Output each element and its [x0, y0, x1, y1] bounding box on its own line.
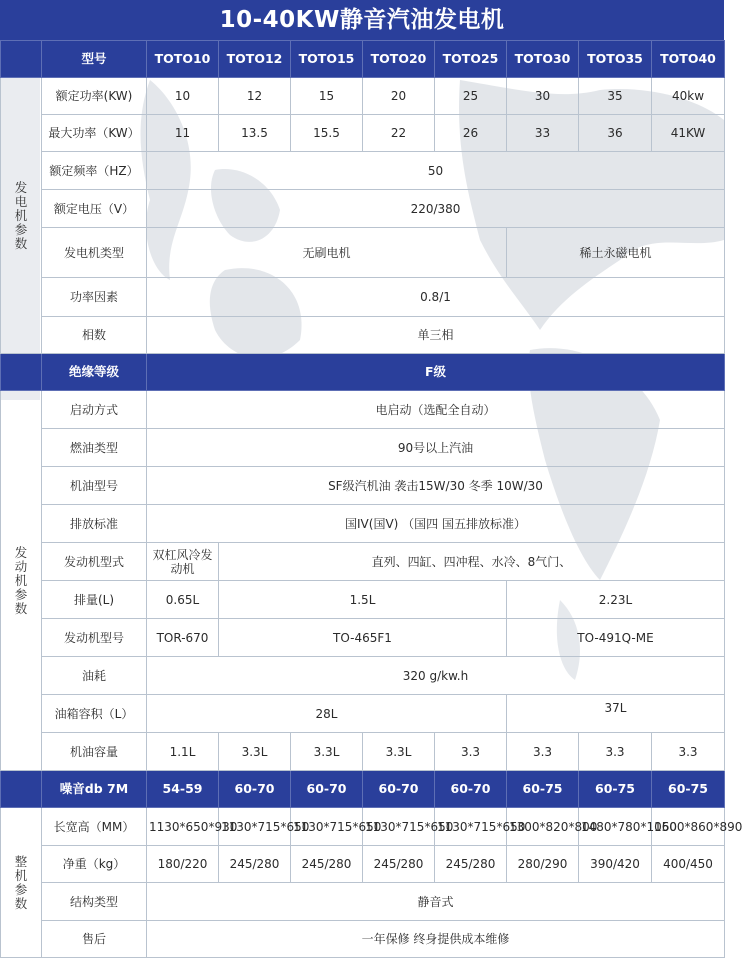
- cell-value: 1130*650*930: [147, 808, 219, 846]
- cell-value: 320 g/kw.h: [147, 657, 725, 695]
- cell-value: 245/280: [435, 846, 507, 883]
- cell-value: 13.5: [219, 115, 291, 152]
- cell-value: 245/280: [291, 846, 363, 883]
- cell-value: 60-75: [507, 771, 579, 808]
- cell-value: 54-59: [147, 771, 219, 808]
- insulation-row: [1, 354, 725, 391]
- cell-value: 28L: [147, 695, 507, 733]
- model-header-label: 型号: [42, 41, 147, 78]
- cell-value: 国IV(国V) （国四 国五排放标准）: [147, 505, 725, 543]
- cell-value: 30: [507, 78, 579, 115]
- cell-value: 400/450: [652, 846, 725, 883]
- cell-value: 3.3L: [363, 733, 435, 771]
- cell-value: 245/280: [363, 846, 435, 883]
- row-label: 额定电压（V）: [42, 190, 147, 228]
- cell-value: 20: [363, 78, 435, 115]
- cell-value: TO-491Q-ME: [507, 619, 725, 657]
- row-label: 相数: [42, 317, 147, 354]
- cell-value: 1130*715*650: [219, 808, 291, 846]
- table-row: [1, 883, 725, 921]
- cell-value: 3.3: [435, 733, 507, 771]
- model-header-row: [1, 41, 725, 78]
- cell-value: 0.65L: [147, 581, 219, 619]
- cell-value: TOR-670: [147, 619, 219, 657]
- cell-value: 60-70: [435, 771, 507, 808]
- cell-value: SF级汽机油 袭击15W/30 冬季 10W/30: [147, 467, 725, 505]
- cell-value: 50: [147, 152, 725, 190]
- row-label: 售后: [42, 921, 147, 958]
- cell-value: 1500*860*890: [652, 808, 725, 846]
- table-row: [1, 228, 725, 278]
- row-label: 绝缘等级: [42, 354, 147, 391]
- cell-value: 180/220: [147, 846, 219, 883]
- cell-value: 245/280: [219, 846, 291, 883]
- cell-value: 2.23L: [507, 581, 725, 619]
- cell-value: 1.1L: [147, 733, 219, 771]
- cell-value: 35: [579, 78, 652, 115]
- table-row: [1, 152, 725, 190]
- model-header: TOTO35: [579, 41, 652, 78]
- row-label: 油箱容积（L）: [42, 695, 147, 733]
- cell-value: 3.3: [579, 733, 652, 771]
- model-header: TOTO10: [147, 41, 219, 78]
- cell-value: 36: [579, 115, 652, 152]
- cell-value: 电启动（选配全自动）: [147, 391, 725, 429]
- cell-value: 280/290: [507, 846, 579, 883]
- section-whole-label: 整机参数: [1, 808, 42, 958]
- row-label: 机油型号: [42, 467, 147, 505]
- section-generator-label: 发电机参数: [1, 78, 42, 354]
- cell-value: 直列、四缸、四冲程、水冷、8气门、: [219, 543, 725, 581]
- row-label: 发动机型式: [42, 543, 147, 581]
- section-engine-label: 发动机参数: [1, 391, 42, 771]
- cell-value: 3.3: [507, 733, 579, 771]
- cell-value: 11: [147, 115, 219, 152]
- cell-value: 41KW: [652, 115, 725, 152]
- cell-value: 390/420: [579, 846, 652, 883]
- cell-value: 60-70: [291, 771, 363, 808]
- spec-table: [0, 40, 742, 958]
- cell-value: 双杠风冷发动机: [147, 543, 219, 581]
- table-row: [1, 190, 725, 228]
- row-label: 启动方式: [42, 391, 147, 429]
- row-label: 排放标准: [42, 505, 147, 543]
- row-label: 结构类型: [42, 883, 147, 921]
- cell-value: 40kw: [652, 78, 725, 115]
- table-row: [1, 429, 725, 467]
- table-row: [1, 846, 725, 883]
- cell-value: 15: [291, 78, 363, 115]
- table-row: [1, 808, 725, 846]
- table-row: [1, 391, 725, 429]
- model-header: TOTO30: [507, 41, 579, 78]
- cell-value: 220/380: [147, 190, 725, 228]
- row-label: 排量(L): [42, 581, 147, 619]
- row-label: 机油容量: [42, 733, 147, 771]
- row-label: 油耗: [42, 657, 147, 695]
- cell-value: 90号以上汽油: [147, 429, 725, 467]
- table-row: [1, 657, 725, 695]
- model-header: TOTO15: [291, 41, 363, 78]
- cell-value: 无刷电机: [147, 228, 507, 278]
- cell-value: 1480*780*1060: [579, 808, 652, 846]
- cell-value: 25: [435, 78, 507, 115]
- table-row: [1, 921, 725, 958]
- cell-value: 1.5L: [219, 581, 507, 619]
- cell-value: 3.3: [652, 733, 725, 771]
- cell-value: 一年保修 终身提供成本维修: [147, 921, 725, 958]
- row-label: 发电机类型: [42, 228, 147, 278]
- cell-value: 60-75: [579, 771, 652, 808]
- cell-value: 静音式: [147, 883, 725, 921]
- table-row: [1, 543, 725, 581]
- model-header: TOTO20: [363, 41, 435, 78]
- cell-value: 1130*715*650: [363, 808, 435, 846]
- cell-value: 1300*820*800: [507, 808, 579, 846]
- row-label: 净重（kg）: [42, 846, 147, 883]
- cell-value: 3.3L: [291, 733, 363, 771]
- cell-value: 3.3L: [219, 733, 291, 771]
- noise-row: [1, 771, 725, 808]
- model-header: TOTO12: [219, 41, 291, 78]
- cell-value: 26: [435, 115, 507, 152]
- cell-value: 单三相: [147, 317, 725, 354]
- table-row: [1, 695, 725, 733]
- row-label: 长宽高（MM）: [42, 808, 147, 846]
- cell-value: 22: [363, 115, 435, 152]
- row-label: 最大功率（KW）: [42, 115, 147, 152]
- table-row: [1, 78, 725, 115]
- page-title: 10-40KW静音汽油发电机: [0, 0, 724, 40]
- row-label: 额定功率(KW): [42, 78, 147, 115]
- table-row: [1, 115, 725, 152]
- cell-value: 稀土永磁电机: [507, 228, 725, 278]
- table-row: [1, 581, 725, 619]
- cell-value: 15.5: [291, 115, 363, 152]
- table-row: [1, 619, 725, 657]
- row-label: 额定频率（HZ）: [42, 152, 147, 190]
- model-header: TOTO25: [435, 41, 507, 78]
- model-header: TOTO40: [652, 41, 725, 78]
- row-label: 发动机型号: [42, 619, 147, 657]
- cell-value: 1130*715*650: [435, 808, 507, 846]
- cell-value: F级: [147, 354, 725, 391]
- table-row: [1, 278, 725, 317]
- cell-value: 12: [219, 78, 291, 115]
- cell-value: 60-70: [363, 771, 435, 808]
- table-row: [1, 317, 725, 354]
- cell-value: 1130*715*650: [291, 808, 363, 846]
- row-label: 噪音db 7M: [42, 771, 147, 808]
- table-row: [1, 733, 725, 771]
- cell-value: 10: [147, 78, 219, 115]
- row-label: 燃油类型: [42, 429, 147, 467]
- cell-value: 60-75: [652, 771, 725, 808]
- cell-value: 60-70: [219, 771, 291, 808]
- cell-value: 0.8/1: [147, 278, 725, 317]
- cell-value: TO-465F1: [219, 619, 507, 657]
- row-label: 功率因素: [42, 278, 147, 317]
- table-row: [1, 467, 725, 505]
- cell-value: 33: [507, 115, 579, 152]
- table-row: [1, 505, 725, 543]
- cell-value: 37L: [507, 695, 725, 733]
